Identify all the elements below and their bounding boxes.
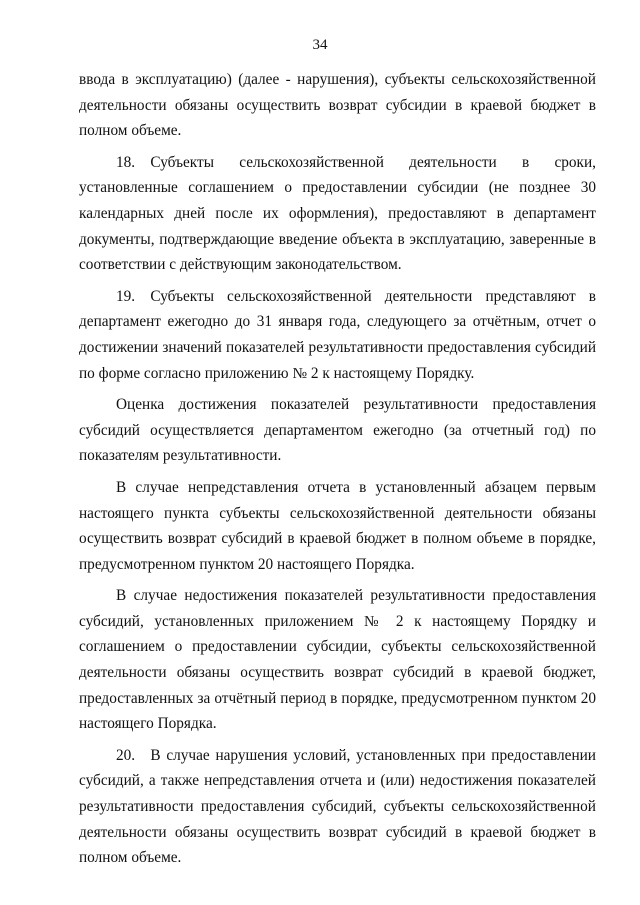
paragraph-non-submission: В случае непредставления отчета в установленный абзацем первым настоящего пункта субъекты сельскохозяйственной деятельности обязаны осуществить возврат субсидий в краевой бюджет в полном объеме в порядке, предусмотренном пунктом 20 настоящего Порядка. — [79, 478, 596, 573]
paragraph-evaluation: Оценка достижения показателей результативности предоставления субсидий осуществляется департаментом ежегодно (за отчетный год) по показателям результативности. — [79, 396, 596, 465]
paragraph-item-18: 18. Субъекты сельскохозяйственной деятельности в сроки, установленные соглашением о предоставлении субсидии (не позднее 30 календарных дней после их оформления), предоставляют в департамент документы, подтверждающие введение объекта в эксплуатацию, заверенные в соответствии с действующим законодательством. — [79, 153, 596, 274]
paragraph-continuation: ввода в эксплуатацию) (далее - нарушения), субъекты сельскохозяйственной деятельности обязаны осуществить возврат субсидии в краевой бюджет в полном объеме. — [79, 71, 596, 140]
page-number: 34 — [312, 37, 328, 53]
paragraph-item-20: 20. В случае нарушения условий, установленных при предоставлении субсидий, а также непредставления отчета и (или) недостижения показателей результативности предоставления субсидий, субъекты сельскохозяйственной деятельности обязаны осуществить возврат субсидий в краевой бюджет в полном объеме. — [79, 746, 596, 867]
document-body — [79, 67, 596, 877]
paragraph-non-achievement: В случае недостижения показателей результативности предоставления субсидий, установленных приложением № 2 к настоящему Порядку и соглашением о предоставлении субсидии, субъекты сельскохозяйственной деятельности обязаны осуществить возврат субсидий в краевой бюджет, предоставленных за отчётный период в порядке, предусмотренном пунктом 20 настоящего Порядка. — [79, 587, 596, 733]
paragraph-item-19: 19. Субъекты сельскохозяйственной деятельности представляют в департамент ежегодно до 31 января года, следующего за отчётным, отчет о достижении значений показателей результативности предоставления субсидий по форме согласно приложению № 2 к настоящему Порядку. — [79, 287, 596, 382]
